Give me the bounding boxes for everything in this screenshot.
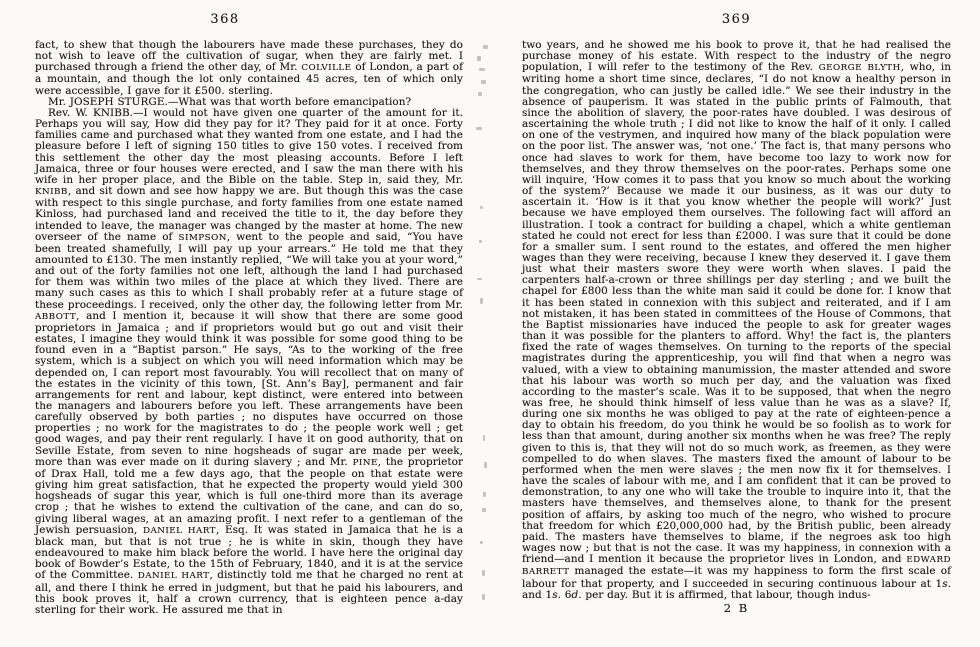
paragraph: fact, to shew that though the labourers have made these purchases, they do not wish to leave off the cultivation of sugar, when they are fairly met. I purchased through a friend the other day, of Mr. COLVILLE of London, a part of a mountain, and though the lot only contained 45 acres, ten of which only were accessible, I gave for it £500. sterling. xyxy=(35,39,463,97)
scan-speck xyxy=(480,541,483,544)
italic-text: d xyxy=(571,588,579,601)
scan-speck xyxy=(479,68,485,71)
small-caps-name: PINE xyxy=(352,457,378,468)
italic-text: s xyxy=(942,577,948,590)
scan-speck xyxy=(478,92,482,96)
scan-speck xyxy=(481,80,486,84)
scan-speck xyxy=(482,594,485,600)
page-368 xyxy=(35,12,463,616)
scan-speck xyxy=(477,56,481,61)
paragraph: Rev. W. KNIBB.—I would not have given one quarter of the amount for it. Perhaps you will say, How did they pay for it? They paid for it at once. Forty families came and purchased what they wanted from one estate, and I had the pleasure before I left of signing 150 titles to give 150 votes. I received from this settlement the other day the most pleasing accounts. Before I left Jamaica, three or four houses were erected, and I saw the man there with his wife in her proper place, and the Bible on the table. Step in, said they, Mr. KNIBB, and sit down and see how happy we are. But though this was the case with respect to this single purchase, and forty families from one estate named Kinloss, had purchased land and received the title to it, the day before they intended to leave, the manager was changed by the master at home. The new overseer of the name of SIMPSON, went to the people and said, “You have been treated shamefully, I will pay up your arrears.” He told me that they amounted to £130. The men instantly replied, “We will take you at your word,” and out of the forty families not one left, although the land I had purchased for them was within two miles of the place at which they lived. There are many such cases as this to which I shall probably refer at a future stage of these proceedings. I received, only the other day, the following letter from Mr. ABBOTT, and I mention it, because it will show that there are some good proprietors in Jamaica ; and if proprietors would but go out and visit their estates, I imagine they would think it was possible for some good thing to be found even in a “Baptist parson.” He says, “As to the working of the free system, which is a subject on which you will need information which may be depended on, I can report most favourably. You will recollect that on many of the estates in the vicinity of this town, [St. Ann’s Bay], permanent and fair arrangements for rent and labour, kept distinct, were entered into between the managers and labourers before you left. These arrangements have been carefully observed by both parties ; no disputes have occurred on those properties ; no work for the magistrates to do ; the people work well ; get good wages, and pay their rent regularly. I have it on good authority, that on Seville Estate, from seven to nine hogsheads of sugar are made per week, more than was ever made on it during slavery ; and Mr. PINE, the proprietor of Drax Hall, told me a few days ago, that the people on that estate were giving him great satisfaction, that he expected the property would yield 300 hogsheads of sugar this year, which is full one-third more than its average crop ; that he wishes to extend the cultivation of the cane, and can do so, giving liberal wages, at an amazing profit. I next refer to a gentleman of the Jewish persuasion, DANIEL HART, Esq. It was stated in Jamaica that he is a black man, but that is not true ; he is white in skin, though they have endeavoured to make him black before the world. I have here the original day book of Bowder’s Estate, to the 15th of February, 1840, and it is at the service of the Committee. DANIEL HART, distinctly told me that he charged no rent at all, and there I think he erred in judgment, but that he paid his labourers, and this book proves it, half a crown currency, that is eighteen pence a-day sterling for their work. He assured me that in xyxy=(35,106,464,616)
small-caps-name: SIMPSON xyxy=(178,232,227,243)
scan-speck xyxy=(484,462,487,468)
small-caps-name: COLVILLE xyxy=(301,63,352,74)
small-caps-name: ABBOTT xyxy=(35,311,77,322)
small-caps-name: GEORGE BLYTH xyxy=(818,63,901,74)
scan-speck xyxy=(483,435,485,441)
italic-text: s xyxy=(552,588,558,601)
small-caps-name: DANIEL HART xyxy=(137,571,210,582)
small-caps-name: DANIEL HART xyxy=(142,525,216,536)
page-369-text xyxy=(522,40,951,601)
small-caps-name: EDWARD BARRETT xyxy=(522,555,951,578)
scan-speck xyxy=(476,127,482,130)
scan-speck xyxy=(480,298,483,304)
scan-speck xyxy=(480,206,483,209)
scan-speck xyxy=(483,45,488,49)
printer-signature-mark: 2 B xyxy=(723,600,750,615)
small-caps-name: KNIBB xyxy=(35,187,68,198)
paragraph: Mr. JOSEPH STURGE.—What was that worth before emancipation? xyxy=(48,95,412,108)
scan-speck xyxy=(477,278,482,280)
scan-speck xyxy=(482,570,485,576)
page-number-left: 368 xyxy=(210,12,240,27)
scan-speck xyxy=(482,508,486,512)
page-368-text xyxy=(35,40,463,616)
scan-speck xyxy=(483,492,486,497)
page-369 xyxy=(522,12,951,615)
scan-speck xyxy=(479,240,482,243)
paragraph: two years, and he showed me his book to prove it, that he had realised the purchase money of his estate. With respect to the industry of the negro population, I will refer to the testimony of the Rev. GEORGE BLYTH, who, in writing home a short time since, declares, “I do not know a healthy person in the congregation, who can justly be called idle.” We see their industry in the absence of pauperism. It was stated in the public prints of Falmouth, that since the abolition of slavery, the poor-rates have doubled. I was desirous of ascertaining the whole truth ; I did not like to know the half of it only. I called on one of the vestrymen, and inquired how many of the black population were on the poor list. The answer was, ‘not one.’ The fact is, that many persons who once had slaves to work for them, have become too lazy to work now for themselves, and they throw themselves on the poor-rates. Perhaps some one will inquire, ‘How comes it to pass that you know so much about the working of the system?’ Because we made it our business, as it was our duty to ascertain it. ‘How is it that you know whether the people will work?’ Just because we have employed them ourselves. The following fact will afford an illustration. I took a contract for building a chapel, which a white gentleman stated he could not erect for less than £2000. I was sure that it could be done for a smaller sum. I sent round to the estates, and offered the men higher wages than they were receiving, because I knew they deserved it. I gave them just what their masters swore they were worth when slaves. I paid the carpenters half-a-crown or three shillings per day sterling ; and we built the chapel for £800 less than the white man said it could be done for. I know that it has been stated in connexion with this subject and reiterated, and if I am not mistaken, it has been stated in committees of the House of Commons, that the Baptist missionaries have induced the people to ask for greater wages than it was possible for the planters to afford. Why! the fact is, the planters fixed the rate of wages themselves. On turning to the reports of the special magistrates during the apprenticeship, you will find that when a negro was valued, with a view to obtaining manumission, the master attended and swore that his labour was worth so much per day, and the valuation was fixed according to the master’s scale. Was it to be supposed, that when the negro was free, he should think himself of less value than he was as a slave? If, during one six months he was obliged to pay at the rate of eighteen-pence a day to obtain his freedom, do you think he would be so foolish as to work for less than that amount, during another six months when he was free? The reply given to this is, that they will not do so much work, as freemen, as they were compelled to do when slaves. The masters fixed the amount of labour to be performed when the men were slaves ; the men now fix it for themselves. I have the scales of labour with me, and I am confident that it can be proved to demonstration, to any one who will take the trouble to inquire into it, that the masters have themselves, and themselves alone, to thank for the present position of affairs, by asking too much of the negro, who wished to procure that freedom for which £20,000,000 had, by the British public, been already paid. The masters have themselves to blame, if the negroes ask too high wages now ; but that is not the case. It was my happiness, in connexion with a friend—and I mention it because the proprietor lives in London, and EDWARD BARRETT managed the estate—it was my happiness to form the first scale of labour for that property, and I succeeded in securing continuous labour at 1s. and 1s. 6d. per day. But it is affirmed, that labour, though indus- xyxy=(522,39,951,601)
page-number-right: 369 xyxy=(721,12,752,27)
